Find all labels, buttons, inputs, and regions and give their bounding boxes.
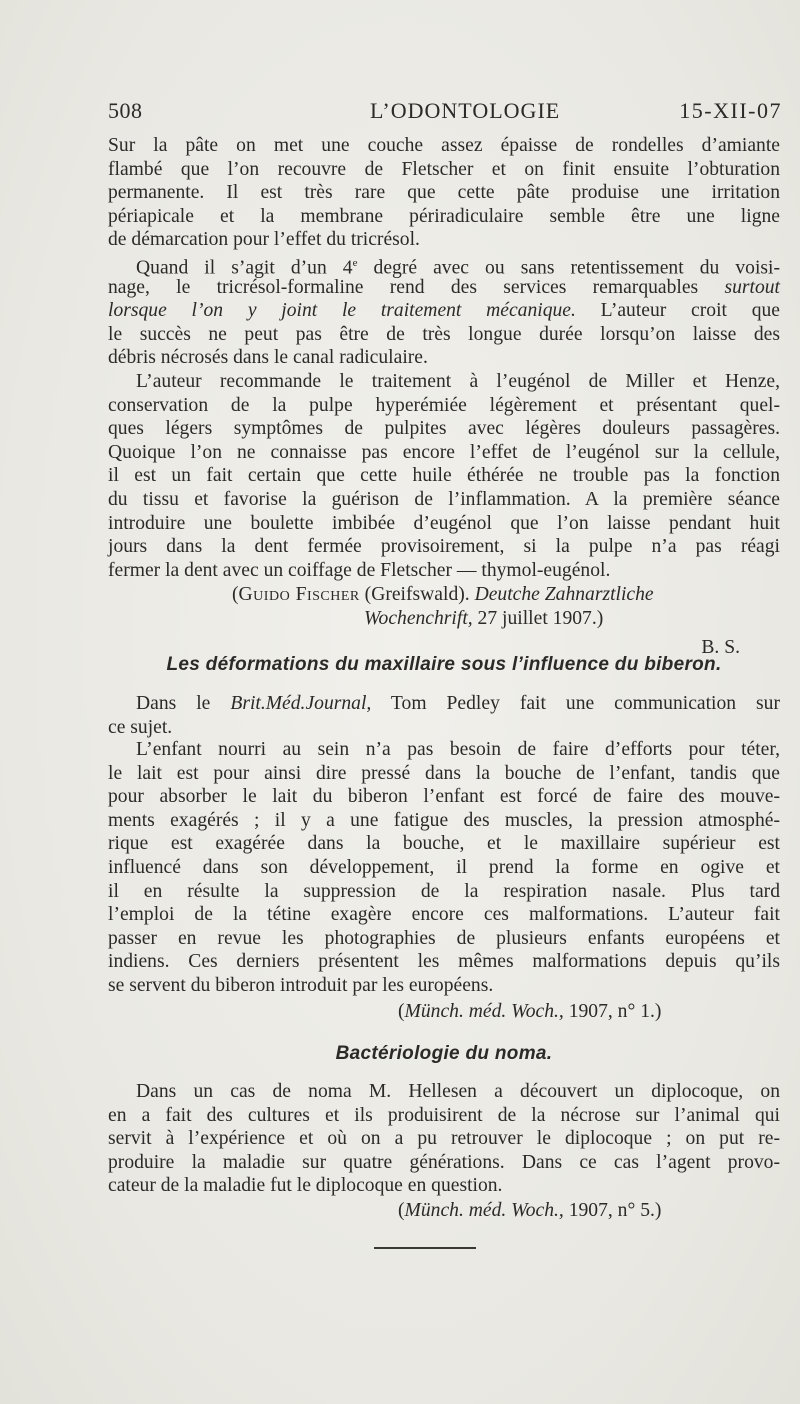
text-line: du tissu et favorise la guérison de l’inflammation. A la première séance [108,488,780,510]
article1-para2 [108,252,780,370]
article1-para3 [108,370,780,582]
source-journal: Münch. méd. Woch., [404,1001,564,1022]
text-line: Quand il s’agit d’un 4e degré avec ou sans retentissement du voisi- [136,257,780,279]
emphasis: lorsque l’on y joint le traitement mécanique. [108,300,576,322]
text-line: le succès ne peut pas être de très longue durée lorsqu’on laisse des [108,323,780,345]
text-line: en a fait des cultures et ils produisirent de la nécrose sur l’animal qui [108,1104,780,1126]
citation-journal: Wochenchrift, [364,607,473,629]
citation-journal: Deutche Zahnarztliche [474,584,654,605]
text-line: ques légers symptômes de pulpites avec légères douleurs passagères. [108,418,780,440]
text-line: L’enfant nourri au sein n’a pas besoin de faire d’efforts pour téter, [136,739,780,760]
citation-author: Guido Fischer [238,584,360,605]
text-line: introduire une boulette imbibée d’eugénol que l’on laisse pendant huit [108,512,780,534]
article2-para2 [108,738,780,998]
text-line: influencé dans son développement, il prend la forme en ogive et [108,856,780,878]
source-line: (Münch. méd. Woch., 1907, n° 1.) [398,1001,662,1022]
text-line: permanente. Il est très rare que cette pâte produise une irritation [108,182,780,204]
text-line: Dans le Brit.Méd.Journal, Tom Pedley fait une communication sur [136,693,780,714]
text-line: L’auteur recommande le traitement à l’eugénol de Miller et Henze, [136,371,780,392]
text-line: de démarcation pour l’effet du tricrésol. [108,229,420,251]
running-head [108,98,782,132]
emphasis: Brit.Méd.Journal, [230,693,372,714]
text-line: indiens. Ces derniers présentent les mêmes malformations depuis qu’ils [108,951,780,973]
article3-title: Bactériologie du noma. [335,1043,553,1064]
emphasis: surtout [724,276,780,298]
text-line: flambé que l’on recouvre de Fletscher et on finit ensuite l’obturation [108,158,780,180]
end-rule [374,1247,476,1249]
source-line: (Münch. méd. Woch., 1907, n° 5.) [398,1200,662,1221]
text-line: conservation de la pulpe hyperémiée légèrement et présentant quel- [108,394,780,416]
signature: B. S. [701,637,740,659]
article1-citation [108,583,780,660]
text-line: il en résulte la suppression de la respiration nasale. Plus tard [108,880,780,902]
citation-line: (Guido Fischer (Greifswald). Deutche Zahnarztliche [232,584,654,605]
article1-para1 [108,134,780,252]
citation-line: Wochenchrift, 27 juillet 1907.) [364,607,604,629]
text-line: le lait est pour ainsi dire pressé dans la bouche de l’enfant, tandis que [108,762,780,784]
text-line: lorsque l’on y joint le traitement mécanique. L’auteur croit que [108,300,780,322]
text-line: nage, le tricrésol-formaline rend des services remarquables surtout [108,276,780,298]
journal-title: L’ODONTOLOGIE [370,98,561,123]
page-number: 508 [108,98,143,123]
source-journal: Münch. méd. Woch., [404,1200,564,1221]
text-line: cateur de la maladie fut le diplocoque en question. [108,1175,503,1197]
text-line: servit à l’expérience et où on a pu retrouver le diplocoque ; on put re- [108,1128,780,1150]
text-line: il est un fait certain que cette huile éthérée ne trouble pas la fonction [108,465,780,487]
text-line: ce sujet. [108,716,173,738]
article3-para [108,1080,780,1198]
article2-source [108,1000,780,1024]
text-line: ments exagérés ; il y a une fatigue des muscles, la pression atmosphé- [108,809,780,831]
text-line: débris nécrosés dans le canal radiculaire. [108,347,428,369]
text-line: se servent du biberon introduit par les européens. [108,974,494,996]
text-line: produire la maladie sur quatre générations. Dans ce cas l’agent provo- [108,1151,780,1173]
article3-source [108,1199,780,1223]
text-line: Dans un cas de noma M. Hellesen a découvert un diplocoque, on [136,1081,780,1102]
article2-title: Les déformations du maxillaire sous l’influence du biberon. [166,654,722,675]
text-line: passer en revue les photographies de plusieurs enfants européens et [108,927,780,949]
text-line: l’emploi de la tétine exagère encore ces malformations. L’auteur fait [108,904,780,926]
text-line: jours dans la dent fermée provisoirement, si la pulpe n’a pas réagi [108,536,780,558]
issue-date: 15-XII-07 [679,98,782,123]
text-line: Sur la pâte on met une couche assez épaisse de rondelles d’amiante [108,135,780,156]
text-line: rique est exagérée dans la bouche, et le maxillaire supérieur est [108,833,780,855]
article2-para1 [108,692,780,739]
text-line: Quoique l’on ne connaisse pas encore l’effet de l’eugénol sur la cellule, [108,441,780,463]
text-line: périapicale et la membrane périradiculaire semble être une ligne [108,205,780,227]
superscript: e [352,257,358,269]
text-line: fermer la dent avec un coiffage de Fletscher — thymol-eugénol. [108,559,611,581]
text-line: pour absorber le lait du biberon l’enfant est forcé de faire des mouve- [108,786,780,808]
